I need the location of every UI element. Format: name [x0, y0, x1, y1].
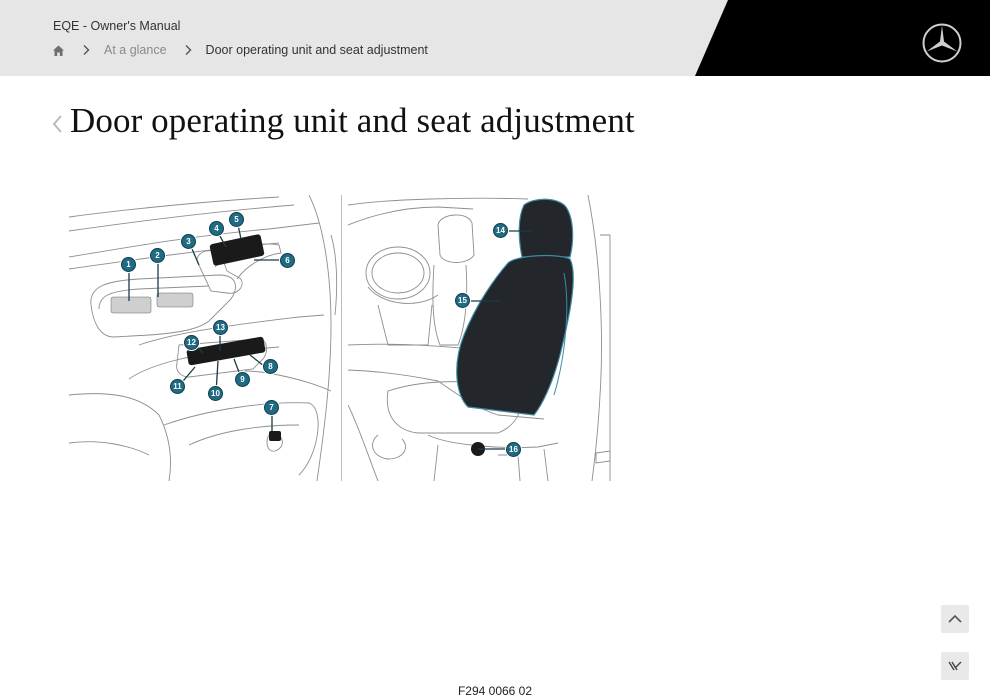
callout-2: 2	[150, 248, 165, 263]
seat-illustration	[348, 195, 614, 481]
scroll-to-top-button[interactable]	[941, 605, 969, 633]
breadcrumb-link-at-a-glance[interactable]: At a glance	[104, 43, 167, 57]
callout-5: 5	[229, 212, 244, 227]
breadcrumb	[52, 41, 428, 59]
callout-12: 12	[184, 335, 199, 350]
callout-16: 16	[506, 442, 521, 457]
back-chevron-icon[interactable]	[51, 113, 65, 135]
callout-3: 3	[181, 234, 196, 249]
feedback-icon	[947, 658, 963, 674]
callout-6: 6	[280, 253, 295, 268]
chevron-right-icon	[80, 44, 92, 56]
figure-code: F294 0066 02	[457, 684, 533, 698]
callout-7: 7	[264, 400, 279, 415]
figure	[69, 195, 614, 481]
callout-13: 13	[213, 320, 228, 335]
callout-14: 14	[493, 223, 508, 238]
page-title: Door operating unit and seat adjustment	[70, 101, 635, 140]
chevron-right-icon	[182, 44, 194, 56]
callout-11: 11	[170, 379, 185, 394]
mercedes-star-logo[interactable]	[921, 22, 963, 64]
feedback-button[interactable]	[941, 652, 969, 680]
callout-10: 10	[208, 386, 223, 401]
callout-4: 4	[209, 221, 224, 236]
callout-15: 15	[455, 293, 470, 308]
figure-divider	[341, 195, 342, 481]
home-icon[interactable]	[52, 44, 65, 57]
app-title: EQE - Owner's Manual	[53, 19, 181, 33]
door-panel-illustration	[69, 195, 338, 481]
callout-9: 9	[235, 372, 250, 387]
header-bar	[0, 0, 990, 76]
callout-8: 8	[263, 359, 278, 374]
callout-1: 1	[121, 257, 136, 272]
breadcrumb-current: Door operating unit and seat adjustment	[205, 43, 428, 57]
chevron-up-icon	[947, 611, 963, 627]
